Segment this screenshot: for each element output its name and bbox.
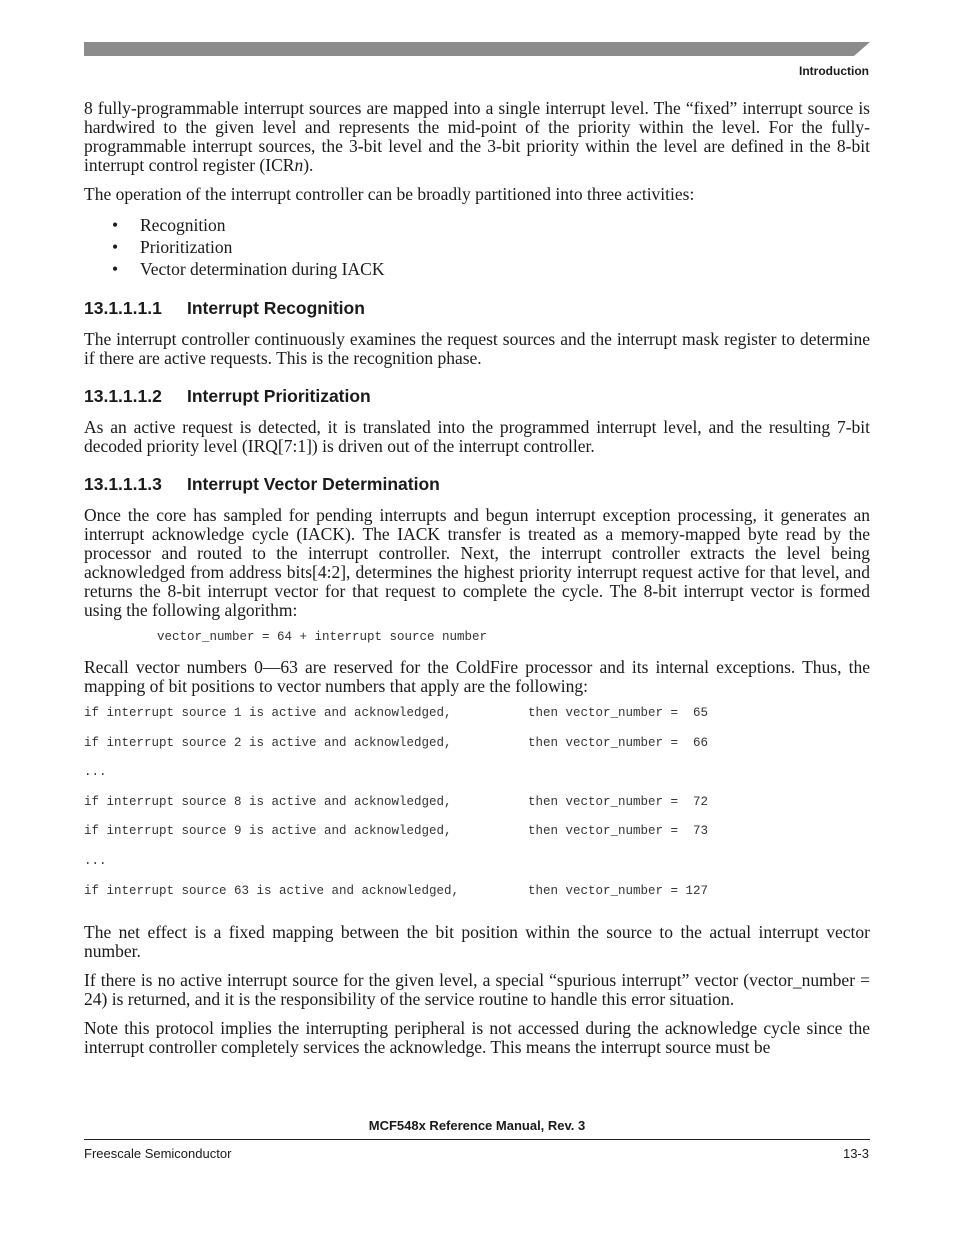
paragraph-protocol-note: Note this protocol implies the interrupting peripheral is not accessed during the acknowledge cycle since the interrupt controller completely services the acknowledge. This means the interrupt source must be bbox=[84, 1018, 870, 1058]
table-row: if interrupt source 63 is active and acknowledged, then vector_number = 127 bbox=[84, 883, 709, 898]
header-bar bbox=[84, 42, 870, 56]
paragraph-vector-numbers: Recall vector numbers 0—63 are reserved for the ColdFire processor and its internal exceptions. Thus, the mapping of bit positions to vector numbers that apply are the following: bbox=[84, 657, 870, 696]
paragraph-vector-determination: Once the core has sampled for pending interrupts and begun interrupt exception processing, it generates an interrupt acknowledge cycle (IACK). The IACK transfer is treated as a memory-mapped byte read by the processor and routed to the interrupt controller. Next, the interrupt controller extracts the level being acknowledged from address bits[4:2], determines the highest priority interrupt request active for that level, and returns the 8-bit interrupt vector for that request to complete the cycle. The 8-bit interrupt vector is formed using the following algorithm: bbox=[84, 505, 870, 620]
code-algorithm: vector_number = 64 + interrupt source number bbox=[157, 630, 488, 644]
table-row: if interrupt source 8 is active and acknowledged, then vector_number = 72 bbox=[84, 794, 709, 809]
table-row: ... bbox=[84, 853, 107, 868]
table-row: if interrupt source 9 is active and acknowledged, then vector_number = 73 bbox=[84, 824, 709, 839]
paragraph-activities-intro: The operation of the interrupt controller can be broadly partitioned into three activities: bbox=[84, 184, 695, 204]
table-row: ... bbox=[84, 765, 107, 780]
list-item: • Prioritization bbox=[84, 236, 870, 258]
table-row: if interrupt source 1 is active and acknowledged, then vector_number = 65 bbox=[84, 706, 709, 720]
paragraph-prioritization: As an active request is detected, it is translated into the programmed interrupt level, and the resulting 7-bit decoded priority level (IRQ[7:1]) is driven out of the interrupt controller. bbox=[84, 417, 870, 456]
page-number: 13-3 bbox=[842, 1146, 869, 1161]
paragraph-recognition: The interrupt controller continuously examines the request sources and the interrupt mask register to determine if there are active requests. This is the recognition phase. bbox=[84, 329, 870, 368]
section-label: Introduction bbox=[799, 64, 869, 78]
footer-divider bbox=[84, 1139, 870, 1140]
paragraph-spurious-interrupt: If there is no active interrupt source for the given level, a special “spurious interrupt” vector (vector_number = 24) is returned, and it is the responsibility of the service routine to handle this error situation. bbox=[84, 970, 870, 1010]
paragraph-net-effect: The net effect is a fixed mapping between the bit position within the source to the actual interrupt vector number. bbox=[84, 922, 870, 962]
heading-interrupt-vector-determination: 13.1.1.1.3 Interrupt Vector Determination bbox=[84, 474, 440, 494]
footer-manual-title: MCF548x Reference Manual, Rev. 3 bbox=[368, 1118, 586, 1133]
heading-interrupt-recognition: 13.1.1.1.1 Interrupt Recognition bbox=[84, 298, 365, 318]
vector-mapping-table bbox=[84, 706, 870, 913]
list-item: • Recognition bbox=[84, 214, 870, 236]
list-item: • Vector determination during IACK bbox=[84, 258, 870, 280]
heading-interrupt-prioritization: 13.1.1.1.2 Interrupt Prioritization bbox=[84, 386, 371, 406]
paragraph-interrupt-sources: 8 fully-programmable interrupt sources are mapped into a single interrupt level. The “fixed” interrupt source is hardwired to the given level and represents the mid-point of the priority within the level. For the fully-programmable interrupt sources, the 3-bit level and the 3-bit priority within the level are defined in the 8-bit interrupt control register (ICRn). bbox=[84, 98, 870, 175]
footer-company: Freescale Semiconductor bbox=[84, 1146, 232, 1161]
table-row: if interrupt source 2 is active and acknowledged, then vector_number = 66 bbox=[84, 735, 709, 750]
activities-list bbox=[84, 214, 870, 280]
page-content bbox=[84, 99, 870, 1067]
